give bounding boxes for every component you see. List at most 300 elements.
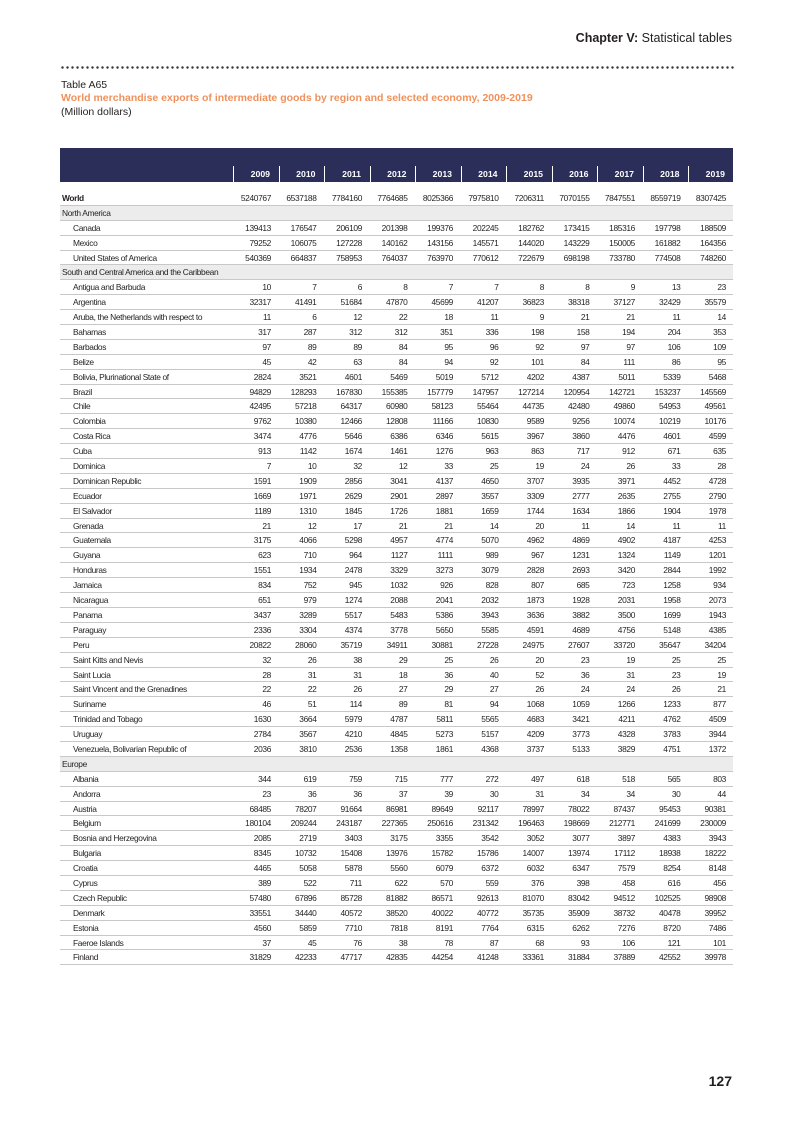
row-label: Grenada	[73, 520, 104, 531]
value-cell: 35579	[704, 297, 726, 308]
table-row	[60, 802, 733, 817]
value-cell: 7	[266, 461, 271, 472]
value-cell: 964	[349, 550, 362, 561]
value-cell: 1744	[526, 505, 544, 516]
value-cell: 94	[489, 699, 499, 710]
value-cell: 398	[576, 877, 590, 888]
value-cell: 6537188	[286, 193, 317, 203]
table-row	[60, 236, 733, 251]
value-cell: 40	[489, 669, 499, 680]
value-cell: 764037	[381, 252, 408, 263]
value-cell: 28	[717, 461, 726, 472]
value-cell: 19	[717, 669, 726, 680]
value-cell: 28060	[294, 639, 317, 650]
table-row	[60, 787, 733, 802]
value-cell: 2032	[481, 595, 499, 606]
row-label: Saint Lucia	[73, 669, 111, 680]
value-cell: 21	[626, 312, 635, 323]
value-cell: 2755	[663, 490, 681, 501]
value-cell: 5273	[435, 729, 453, 740]
value-cell: 8720	[663, 922, 681, 933]
value-cell: 1674	[344, 446, 362, 457]
value-cell: 5240767	[240, 193, 271, 203]
row-label: Trinidad and Tobago	[73, 714, 143, 725]
value-cell: 6262	[572, 922, 590, 933]
value-cell: 3273	[435, 565, 453, 576]
value-cell: 86571	[431, 892, 453, 903]
value-cell: 717	[576, 446, 590, 457]
value-cell: 2719	[299, 833, 317, 844]
value-cell: 78997	[522, 803, 544, 814]
value-cell: 5811	[436, 714, 453, 725]
value-cell: 6347	[572, 863, 590, 874]
row-label: Bulgaria	[73, 848, 101, 859]
value-cell: 91664	[340, 803, 362, 814]
value-cell: 4762	[663, 714, 681, 725]
value-cell: 36	[307, 788, 317, 799]
value-cell: 120954	[563, 386, 590, 397]
value-cell: 26	[489, 654, 499, 665]
value-cell: 1669	[253, 490, 271, 501]
value-cell: 19	[626, 654, 635, 665]
value-cell: 155385	[381, 386, 408, 397]
row-label: Bolivia, Plurinational State of	[73, 371, 169, 382]
value-cell: 2085	[253, 833, 271, 844]
value-cell: 12	[398, 461, 408, 472]
value-cell: 109	[713, 341, 726, 352]
value-cell: 147957	[472, 386, 499, 397]
value-cell: 389	[258, 877, 271, 888]
table-id: Table A65	[61, 79, 108, 91]
value-cell: 963	[485, 446, 499, 457]
value-cell: 497	[531, 773, 544, 784]
value-cell: 49561	[704, 401, 726, 412]
value-cell: 8307425	[695, 193, 726, 203]
value-cell: 1258	[663, 580, 681, 591]
value-cell: 26	[535, 684, 544, 695]
row-label: Bosnia and Herzegovina	[73, 833, 157, 844]
value-cell: 231342	[472, 818, 499, 829]
value-cell: 912	[622, 446, 635, 457]
value-cell: 5517	[344, 609, 362, 620]
value-cell: 7764685	[377, 193, 408, 203]
value-cell: 5148	[663, 624, 681, 635]
value-cell: 777	[440, 773, 453, 784]
value-cell: 47870	[385, 297, 408, 308]
value-cell: 101	[713, 937, 726, 948]
value-cell: 565	[667, 773, 681, 784]
row-label: Bahamas	[73, 327, 106, 338]
value-cell: 11	[490, 312, 499, 323]
value-cell: 30881	[431, 639, 453, 650]
value-cell: 1591	[253, 475, 271, 486]
row-label: Chile	[73, 401, 91, 412]
value-cell: 4509	[708, 714, 726, 725]
value-cell: 33551	[249, 907, 271, 918]
value-cell: 47717	[340, 952, 362, 963]
value-cell: 376	[531, 877, 544, 888]
value-cell: 7	[312, 282, 317, 293]
value-cell: 3567	[299, 729, 317, 740]
value-cell: 23	[671, 669, 681, 680]
table-row	[60, 831, 733, 846]
value-cell: 4869	[572, 535, 590, 546]
value-cell: 114	[349, 699, 362, 710]
value-cell: 7710	[344, 922, 362, 933]
value-cell: 934	[713, 580, 726, 591]
table-row	[60, 221, 733, 236]
value-cell: 2856	[344, 475, 362, 486]
value-cell: 8	[585, 282, 590, 293]
value-cell: 87	[489, 937, 499, 948]
value-cell: 194	[622, 327, 635, 338]
chapter-label: Chapter V:	[575, 31, 639, 45]
value-cell: 3175	[253, 535, 271, 546]
value-cell: 23	[262, 788, 271, 799]
year-header: 2012	[370, 166, 411, 182]
value-cell: 5469	[390, 371, 408, 382]
value-cell: 76	[353, 937, 362, 948]
table-row	[60, 563, 733, 578]
value-cell: 1958	[663, 595, 681, 606]
value-cell: 8254	[663, 863, 681, 874]
value-cell: 97	[626, 341, 635, 352]
table-row	[60, 950, 733, 965]
row-label: Honduras	[73, 565, 107, 576]
value-cell: 834	[258, 580, 271, 591]
value-cell: 2824	[253, 371, 271, 382]
value-cell: 12466	[340, 416, 362, 427]
table-row	[60, 414, 733, 429]
year-header: 2010	[279, 166, 320, 182]
value-cell: 698198	[563, 252, 590, 263]
value-cell: 204	[667, 327, 681, 338]
table-row	[60, 876, 733, 891]
value-cell: 25	[489, 461, 499, 472]
table-row	[60, 370, 733, 385]
row-label: Argentina	[73, 297, 106, 308]
value-cell: 2693	[572, 565, 590, 576]
value-cell: 1149	[663, 550, 681, 561]
value-cell: 3304	[299, 624, 317, 635]
value-cell: 5058	[299, 863, 317, 874]
value-cell: 29	[398, 654, 408, 665]
value-cell: 145569	[700, 386, 726, 397]
table-row	[60, 682, 733, 697]
value-cell: 31	[626, 669, 635, 680]
value-cell: 85728	[340, 892, 362, 903]
value-cell: 26	[307, 654, 317, 665]
value-cell: 197798	[654, 222, 681, 233]
value-cell: 21	[717, 684, 726, 695]
row-label: Saint Kitts and Nevis	[73, 654, 143, 665]
row-label: Faeroe Islands	[73, 937, 124, 948]
value-cell: 32	[262, 654, 271, 665]
region-row	[60, 206, 733, 221]
value-cell: 128293	[290, 386, 317, 397]
value-cell: 1845	[344, 505, 362, 516]
value-cell: 29	[444, 684, 453, 695]
value-cell: 78022	[567, 803, 590, 814]
value-cell: 828	[485, 580, 499, 591]
row-label: Peru	[73, 639, 90, 650]
value-cell: 7818	[390, 922, 408, 933]
value-cell: 11166	[432, 416, 453, 427]
value-cell: 6079	[435, 863, 453, 874]
value-cell: 3437	[253, 609, 271, 620]
value-cell: 34	[626, 788, 635, 799]
value-cell: 1274	[344, 595, 362, 606]
value-cell: 664837	[290, 252, 317, 263]
value-cell: 1127	[390, 550, 408, 561]
value-cell: 39952	[704, 907, 726, 918]
table-row	[60, 697, 733, 712]
value-cell: 31829	[249, 952, 271, 963]
row-label: Suriname	[73, 699, 107, 710]
row-label: Saint Vincent and the Grenadines	[73, 684, 187, 695]
value-cell: 758953	[336, 252, 362, 263]
value-cell: 33	[671, 461, 681, 472]
table-row	[60, 429, 733, 444]
value-cell: 92613	[476, 892, 499, 903]
value-cell: 3943	[481, 609, 499, 620]
table-row	[60, 712, 733, 727]
table-row	[60, 742, 733, 757]
value-cell: 10	[307, 461, 317, 472]
value-cell: 5019	[435, 371, 453, 382]
year-header: 2019	[688, 166, 729, 182]
value-cell: 37	[262, 937, 271, 948]
value-cell: 671	[667, 446, 681, 457]
value-cell: 42480	[567, 401, 590, 412]
row-label: Cuba	[73, 446, 92, 457]
value-cell: 3420	[617, 565, 635, 576]
value-cell: 7206311	[514, 193, 544, 203]
value-cell: 7847551	[604, 193, 635, 203]
value-cell: 52	[535, 669, 544, 680]
row-label: Paraguay	[73, 624, 107, 635]
value-cell: 106	[667, 341, 681, 352]
value-cell: 4137	[435, 475, 453, 486]
value-cell: 180104	[245, 818, 271, 829]
table-row	[60, 608, 733, 623]
value-cell: 4728	[708, 475, 726, 486]
world-row	[60, 191, 733, 206]
value-cell: 176547	[290, 222, 317, 233]
value-cell: 353	[713, 327, 726, 338]
value-cell: 45699	[431, 297, 453, 308]
value-cell: 87437	[613, 803, 635, 814]
value-cell: 1372	[708, 743, 726, 754]
table-row	[60, 444, 733, 459]
value-cell: 5979	[344, 714, 362, 725]
table-unit: (Million dollars)	[61, 106, 132, 118]
value-cell: 243187	[336, 818, 362, 829]
value-cell: 11	[263, 312, 271, 323]
table-row	[60, 280, 733, 295]
year-header: 2014	[461, 166, 502, 182]
value-cell: 83042	[567, 892, 590, 903]
value-cell: 40478	[658, 907, 681, 918]
value-cell: 57480	[249, 892, 271, 903]
value-cell: 35719	[340, 639, 362, 650]
value-cell: 84	[580, 356, 590, 367]
value-cell: 1971	[299, 490, 317, 501]
row-label: Guyana	[73, 550, 101, 561]
value-cell: 67896	[294, 892, 317, 903]
value-cell: 22	[398, 312, 408, 323]
value-cell: 111	[623, 356, 635, 367]
value-cell: 651	[258, 595, 271, 606]
value-cell: 9589	[526, 416, 544, 427]
value-cell: 42233	[294, 952, 317, 963]
value-cell: 272	[485, 773, 499, 784]
value-cell: 3783	[663, 729, 681, 740]
value-cell: 55464	[476, 401, 499, 412]
row-label: Aruba, the Netherlands with respect to	[73, 312, 203, 323]
table-row	[60, 846, 733, 861]
table-row	[60, 325, 733, 340]
row-label: Antigua and Barbuda	[73, 282, 146, 293]
value-cell: 39978	[704, 952, 726, 963]
value-cell: 241699	[654, 818, 681, 829]
value-cell: 92	[535, 341, 544, 352]
table-row	[60, 638, 733, 653]
row-label: Albania	[73, 773, 99, 784]
value-cell: 102525	[654, 892, 681, 903]
value-cell: 540369	[245, 252, 271, 263]
value-cell: 2784	[253, 729, 271, 740]
value-cell: 37127	[613, 297, 635, 308]
value-cell: 92	[489, 356, 499, 367]
value-cell: 913	[258, 446, 271, 457]
value-cell: 287	[303, 327, 317, 338]
value-cell: 3882	[572, 609, 590, 620]
value-cell: 18222	[704, 848, 726, 859]
value-cell: 1201	[708, 550, 726, 561]
value-cell: 3052	[526, 833, 544, 844]
value-cell: 227365	[381, 818, 408, 829]
value-cell: 13976	[385, 848, 408, 859]
value-cell: 81070	[522, 892, 544, 903]
table-row	[60, 310, 733, 325]
value-cell: 182762	[518, 222, 544, 233]
value-cell: 41491	[294, 297, 317, 308]
value-cell: 24	[580, 461, 590, 472]
value-cell: 3309	[526, 490, 544, 501]
value-cell: 11	[672, 312, 681, 323]
value-cell: 1726	[390, 505, 408, 516]
chapter-title: Statistical tables	[641, 31, 732, 45]
value-cell: 44	[717, 788, 726, 799]
value-cell: 6386	[390, 431, 408, 442]
value-cell: 7784160	[331, 193, 362, 203]
value-cell: 24	[580, 684, 590, 695]
value-cell: 4902	[617, 535, 635, 546]
row-label: Europe	[62, 758, 87, 769]
value-cell: 344	[258, 773, 271, 784]
value-cell: 7579	[617, 863, 635, 874]
value-cell: 11	[672, 520, 681, 531]
row-label: Jamaica	[73, 580, 102, 591]
value-cell: 2901	[390, 490, 408, 501]
value-cell: 5650	[435, 624, 453, 635]
value-cell: 5859	[299, 922, 317, 933]
value-cell: 140162	[381, 237, 408, 248]
value-cell: 2336	[253, 624, 271, 635]
value-cell: 312	[349, 327, 362, 338]
table-row	[60, 578, 733, 593]
value-cell: 90381	[704, 803, 726, 814]
region-row	[60, 265, 733, 280]
value-cell: 54953	[658, 401, 681, 412]
table-row	[60, 489, 733, 504]
value-cell: 7	[448, 282, 453, 293]
value-cell: 95	[444, 341, 453, 352]
value-cell: 164356	[700, 237, 726, 248]
value-cell: 3829	[617, 743, 635, 754]
value-cell: 10380	[294, 416, 317, 427]
value-cell: 27	[489, 684, 499, 695]
value-cell: 3521	[299, 371, 317, 382]
value-cell: 25	[671, 654, 681, 665]
value-cell: 4465	[253, 863, 271, 874]
value-cell: 34204	[704, 639, 726, 650]
table-row	[60, 593, 733, 608]
value-cell: 6372	[481, 863, 499, 874]
value-cell: 877	[713, 699, 726, 710]
value-cell: 23	[717, 282, 726, 293]
value-cell: 42495	[249, 401, 271, 412]
value-cell: 4756	[617, 624, 635, 635]
value-cell: 5298	[344, 535, 362, 546]
value-cell: 3474	[253, 431, 271, 442]
value-cell: 4211	[618, 714, 635, 725]
value-cell: 35735	[522, 907, 544, 918]
value-cell: 44254	[431, 952, 453, 963]
value-cell: 3289	[299, 609, 317, 620]
value-cell: 33720	[613, 639, 635, 650]
value-cell: 185316	[609, 222, 635, 233]
value-cell: 2897	[435, 490, 453, 501]
value-cell: 1873	[526, 595, 544, 606]
value-cell: 64317	[340, 401, 362, 412]
value-cell: 40572	[340, 907, 362, 918]
value-cell: 1461	[390, 446, 408, 457]
value-cell: 34911	[386, 639, 408, 650]
value-cell: 458	[622, 877, 635, 888]
value-cell: 8559719	[650, 193, 681, 203]
value-cell: 4202	[526, 371, 544, 382]
value-cell: 27228	[476, 639, 499, 650]
row-label: South and Central America and the Caribbean	[62, 267, 219, 278]
value-cell: 5011	[618, 371, 635, 382]
value-cell: 3935	[572, 475, 590, 486]
row-label: World	[62, 193, 84, 203]
value-cell: 81882	[385, 892, 408, 903]
value-cell: 7486	[708, 922, 726, 933]
value-cell: 2635	[617, 490, 635, 501]
table-row	[60, 251, 733, 266]
value-cell: 39	[444, 788, 453, 799]
year-header: 2018	[643, 166, 684, 182]
value-cell: 570	[440, 877, 453, 888]
value-cell: 36	[444, 669, 453, 680]
value-cell: 9	[630, 282, 635, 293]
value-cell: 32317	[249, 297, 271, 308]
table-row	[60, 355, 733, 370]
table-body	[60, 191, 733, 965]
